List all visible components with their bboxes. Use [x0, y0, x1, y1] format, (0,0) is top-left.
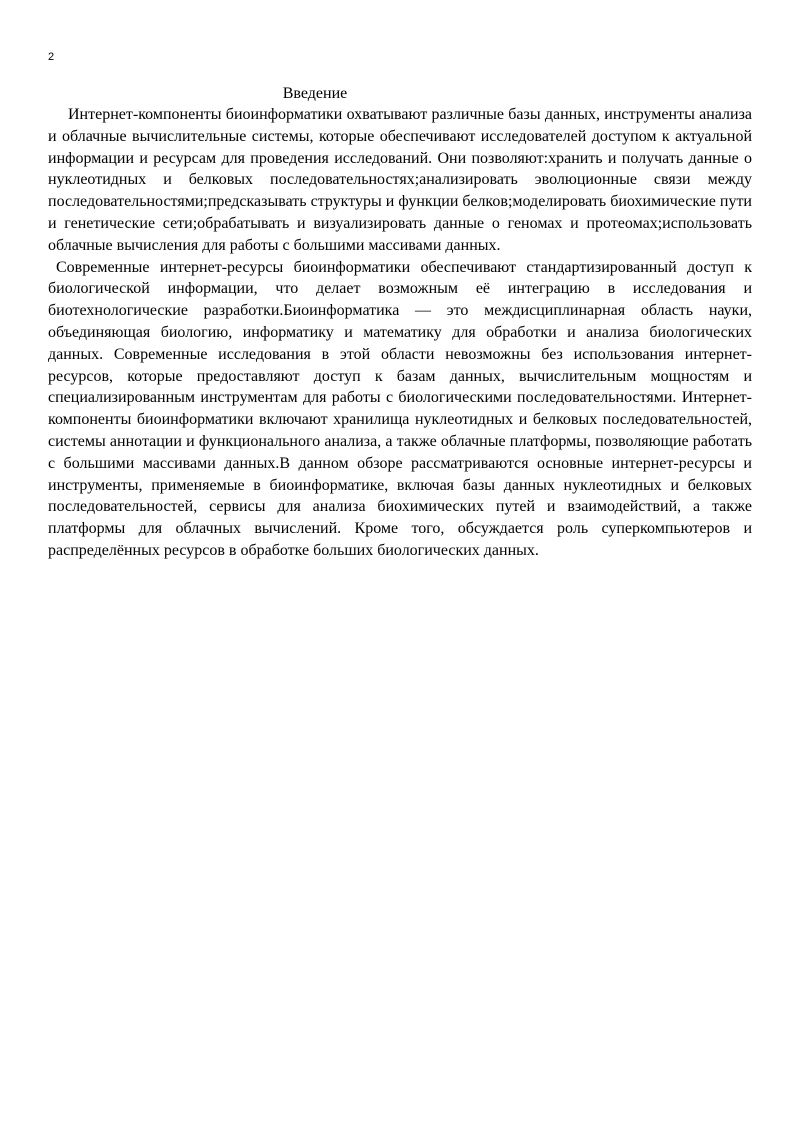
section-title: Введение	[282, 85, 348, 102]
document-body	[48, 104, 752, 562]
paragraph-overview: Современные интернет-ресурсы биоинформатики обеспечивают стандартизированный доступ к биологической информации, что делает возможным её интеграцию в исследования и биотехнологические разработки.Биоинформатика — это междисциплинарная область науки, объединяющая биологию, информатику и математику для обработки и анализа биологических данных. Современные исследования в этой области невозможны без использования интернет-ресурсов, которые предоставляют доступ к базам данных, вычислительным мощностям и специализированным инструментам для работы с биологическими последовательностями. Интернет-компоненты биоинформатики включают хранилища нуклеотидных и белковых последовательностей, системы аннотации и функционального анализа, а также облачные платформы, позволяющие работать с большими массивами данных.В данном обзоре рассматриваются основные интернет-ресурсы и инструменты, применяемые в биоинформатике, включая базы данных нуклеотидных и белковых последовательностей, сервисы для анализа биохимических путей и взаимодействий, а также платформы для облачных вычислений. Кроме того, обсуждается роль суперкомпьютеров и распределённых ресурсов в обработке больших биологических данных.	[48, 258, 752, 559]
page-number: 2	[48, 51, 55, 63]
paragraph-intro: Интернет-компоненты биоинформатики охватывают различные базы данных, инструменты анализа и облачные вычислительные системы, которые обеспечивают исследователей доступом к актуальной информации и ресурсам для проведения исследований. Они позволяют:хранить и получать данные о нуклеотидных и белковых последовательностях;анализировать эволюционные связи между последовательностями;предсказывать структуры и функции белков;моделировать биохимические пути и генетические сети;обрабатывать и визуализировать данные о геномах и протеомах;использовать облачные вычисления для работы с большими массивами данных.	[48, 106, 752, 254]
